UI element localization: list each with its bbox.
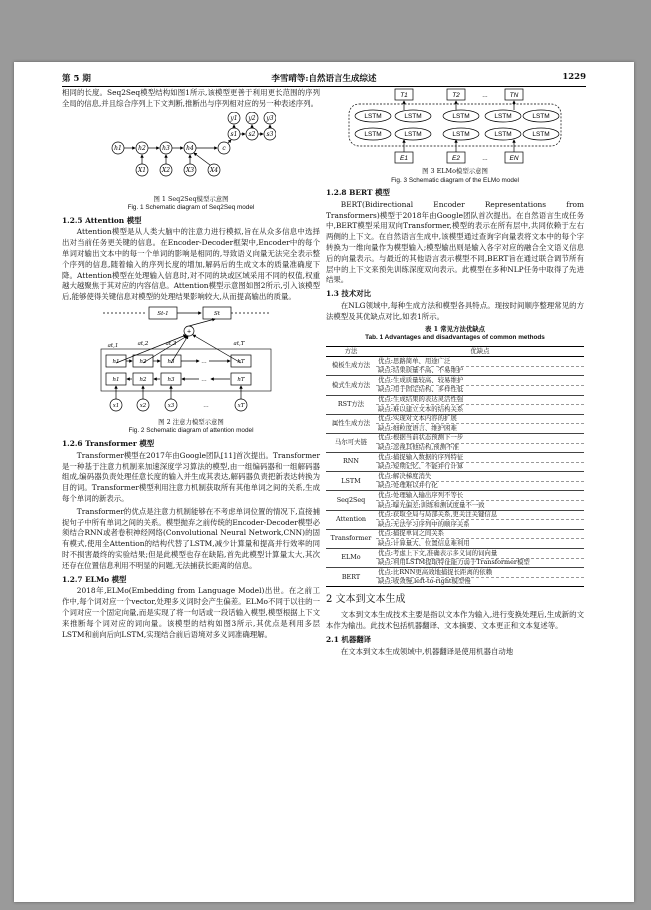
table-1-title: 表 1 常见方法优缺点 bbox=[424, 324, 486, 333]
svg-text:h1: h1 bbox=[112, 376, 120, 383]
svg-text:LSTM: LSTM bbox=[532, 113, 550, 120]
c-label: c bbox=[222, 144, 226, 152]
paragraph: Attention模型是从人类大脑中的注意力进行模拟,旨在从众多信息中选择出对当前任务更关键的信息。在Encoder-Decoder框架中,Encoder中的每个单词对输出文本中的每一个单词的影响是相同的,导致语义向量无法完全表示整个序列的信息,随着输入的序列长度的增加,解码后的生成文本的质量准确度下降。Attention模型在处理输入信息时,对不同的块或区域采用不同的权值,权重越大越聚焦于其对应的内容信息。Attention模型示意图如图2所示,引入该模型后,能够使得关键信息对模型的处理结果影响较大,从而提高输出的质量。 bbox=[62, 227, 320, 302]
svg-text:LSTM: LSTM bbox=[494, 131, 512, 138]
section-heading: 1.2.7 ELMo 模型 bbox=[62, 574, 127, 584]
svg-text:hT: hT bbox=[237, 376, 245, 383]
disadvantage-cell: 缺点:难以建立文本的结构关系 bbox=[376, 405, 584, 415]
table-row bbox=[326, 510, 584, 520]
paragraph: 文本到文本生成技术主要是指以文本作为输入,进行变换处理后,生成新的文本作为输出。此技术包括机器翻译、文本摘要、文本更正和文本复述等。 bbox=[326, 610, 584, 630]
table-header-proscons: 优缺点 bbox=[376, 346, 584, 357]
y2-label: y2 bbox=[248, 114, 256, 122]
paragraph: 相同的长度。Seq2Seq模型结构如图1所示,该模型更善于利用更长范围的序列全局的信息,并且综合序列上下文判断,推断出与序列相对应的另一种表述序列。 bbox=[62, 88, 320, 108]
x2-label: x2 bbox=[139, 402, 147, 409]
hT-label: hT bbox=[237, 358, 245, 365]
table-row bbox=[326, 453, 584, 463]
h2-label: h2 bbox=[139, 358, 147, 365]
table-row bbox=[326, 529, 584, 539]
figure-3-caption-en: Fig. 3 Schematic diagram of the ELMo model bbox=[391, 176, 519, 184]
method-cell: ELMo bbox=[326, 549, 376, 568]
section-heading: 1.3 技术对比 bbox=[326, 289, 371, 299]
advantage-cell: 优点:考虑上下文,准确表示多义词的词向量 bbox=[376, 549, 584, 559]
t1-label: T1 bbox=[400, 92, 408, 99]
advantage-cell: 优点:捕捉单词之间关系 bbox=[376, 529, 584, 539]
svg-text:+: + bbox=[186, 328, 192, 335]
method-cell: Seq2Seq bbox=[326, 491, 376, 510]
method-cell: LSTM bbox=[326, 472, 376, 491]
left-column bbox=[62, 88, 320, 642]
s-t-label: St bbox=[214, 310, 220, 317]
disadvantage-cell: 缺点:无法学习序列中的顺序关系 bbox=[376, 520, 584, 530]
advantage-cell: 优点:获取全局与局部关系,更关注关键信息 bbox=[376, 510, 584, 520]
table-row bbox=[326, 472, 584, 482]
table-1-title-en: Tab. 1 Advantages and disadvantages of common methods bbox=[365, 334, 545, 342]
x3-label: X3 bbox=[185, 166, 195, 174]
disadvantage-cell: 缺点:结果质量不高、不易维护 bbox=[376, 366, 584, 376]
e2-label: E2 bbox=[452, 155, 460, 162]
comparison-table bbox=[326, 346, 584, 588]
s2-label: s2 bbox=[248, 130, 256, 138]
right-column bbox=[326, 88, 584, 659]
s3-label: s3 bbox=[266, 130, 274, 138]
svg-text:h2: h2 bbox=[139, 376, 147, 383]
attention-figure bbox=[91, 305, 291, 417]
page bbox=[14, 62, 634, 902]
e1-label: E1 bbox=[400, 155, 408, 162]
svg-text:…: … bbox=[201, 376, 207, 383]
svg-text:…: … bbox=[203, 402, 209, 409]
x1-label: X1 bbox=[137, 166, 147, 174]
advantage-cell: 优点:处理输入输出序列不等长 bbox=[376, 491, 584, 501]
figure-1-caption: 图 1 Seq2Seq模型示意图 bbox=[153, 194, 229, 203]
svg-text:LSTM: LSTM bbox=[532, 131, 550, 138]
disadvantage-cell: 缺点:忽视其他结构,预测不准 bbox=[376, 443, 584, 453]
h4-label: h4 bbox=[186, 144, 194, 152]
table-row bbox=[326, 433, 584, 443]
h1-label: h1 bbox=[114, 144, 122, 152]
method-cell: 模板生成方法 bbox=[326, 357, 376, 376]
figure-2-caption: 图 2 注意力模型示意图 bbox=[158, 417, 224, 426]
x3-label: x3 bbox=[167, 402, 175, 409]
table-row bbox=[326, 549, 584, 559]
disadvantage-cell: 缺点:处理难以并行化 bbox=[376, 481, 584, 491]
table-header-method: 方法 bbox=[326, 346, 376, 357]
running-title: 李雪晴等:自然语言生成综述 bbox=[271, 74, 377, 84]
s1-label: s1 bbox=[230, 130, 238, 138]
paragraph: Transformer的优点是注意力机制能够在不考虑单词位置的情况下,直接捕捉句子中所有单词之间的关系。模型抛弃之前传统的Encoder-Decoder模型必须结合RNN或者卷积神经网络(Convolutional Neural Network,CNN)的固有模式,使用全Attention的结构代替了LSTM,减少计算量和提高并行效率的同时不损害最终的实验结果;但是此模型也存在缺陷,首先此模型计算量太大,其次还存在位置信息利用不明显的问题,无法捕获长距离的信息。 bbox=[62, 506, 320, 570]
advantage-cell: 优点:生成质量较高、较易维护 bbox=[376, 376, 584, 386]
e-dots: ... bbox=[482, 155, 488, 162]
figure-2-caption-en: Fig. 2 Schematic diagram of attention model bbox=[128, 427, 254, 435]
method-cell: RST方法 bbox=[326, 395, 376, 414]
table-row bbox=[326, 376, 584, 386]
aT-label: at,T bbox=[233, 340, 245, 347]
table-row bbox=[326, 395, 584, 405]
advantage-cell: 优点:生成结果的表达灵活性强 bbox=[376, 395, 584, 405]
y1-label: y1 bbox=[230, 114, 238, 122]
h2-label: h2 bbox=[138, 144, 146, 152]
table-row bbox=[326, 491, 584, 501]
method-cell: BERT bbox=[326, 568, 376, 587]
table-row bbox=[326, 568, 584, 578]
eN-label: EN bbox=[509, 155, 519, 162]
t2-label: T2 bbox=[452, 92, 460, 99]
disadvantage-cell: 缺点:细粒度语言、维护困难 bbox=[376, 424, 584, 434]
disadvantage-cell: 缺点:用于固定结构、多样性低 bbox=[376, 385, 584, 395]
method-cell: 模式生成方法 bbox=[326, 376, 376, 395]
svg-text:LSTM: LSTM bbox=[494, 113, 512, 120]
method-cell: RNN bbox=[326, 453, 376, 472]
elmo-figure bbox=[345, 88, 565, 166]
x2-label: X2 bbox=[161, 166, 171, 174]
h1-label: h1 bbox=[112, 358, 120, 365]
disadvantage-cell: 缺点:曝光偏差;训练和测试度量不一致 bbox=[376, 501, 584, 511]
seq2seq-figure bbox=[106, 112, 276, 194]
disadvantage-cell: 缺点:短期记忆、不能并行计算 bbox=[376, 462, 584, 472]
a3-label: at,3 bbox=[165, 340, 177, 347]
advantage-cell: 优点:实现对文本内容的扩展 bbox=[376, 414, 584, 424]
svg-text:LSTM: LSTM bbox=[404, 113, 422, 120]
method-cell: Transformer bbox=[326, 529, 376, 548]
paragraph: 在文本到文本生成领域中,机器翻译是使用机器自动地 bbox=[340, 646, 514, 656]
h3-label: h3 bbox=[162, 144, 170, 152]
method-cell: 马尔可夫链 bbox=[326, 433, 376, 452]
paragraph: BERT(Bidirectional Encoder Representations from Transformers)模型于2018年由Google团队首次提出。在自然语言生成任务中,BERT模型采用双向Transformer,模型的表示在所有层中,共同依赖于左右两侧的上下文。在自然语言生成中,该模型通过查询字向量表将文本中的每个字转换为一维向量作为模型输入;模型输出则是输入各字对应的融合全文语义信息后的向量表示。与最近的其他语言表示模型不同,BERT旨在通过联合调节所有层中的上下文来预先训练深度双向表示。此模型在多种NLP任务中取得了先进结果。 bbox=[326, 199, 584, 285]
lstm-label: LSTM bbox=[364, 113, 382, 120]
section-2-heading: 2 文本到文本生成 bbox=[326, 594, 406, 606]
svg-text:…: … bbox=[201, 358, 207, 365]
page-number: 1229 bbox=[562, 72, 586, 82]
disadvantage-cell: 缺点:收敛慢,left-to-right模型慢 bbox=[376, 577, 584, 587]
x1-label: x1 bbox=[112, 402, 120, 409]
svg-text:h3: h3 bbox=[167, 376, 175, 383]
section-heading: 2.1 机器翻译 bbox=[326, 634, 371, 644]
a2-label: at,2 bbox=[137, 340, 149, 347]
s-prev-label: St-1 bbox=[157, 310, 169, 317]
running-header bbox=[62, 72, 586, 87]
tN-label: TN bbox=[509, 92, 519, 99]
advantage-cell: 优点:根据当前状态预测下一步 bbox=[376, 433, 584, 443]
advantage-cell: 优点:比RNN更高效地捕捉长距离的依赖 bbox=[376, 568, 584, 578]
paragraph: 在NLG领域中,每种生成方法和模型各具特点。现按时间顺序整理常见的方法模型及其优缺点对比,如表1所示。 bbox=[326, 300, 584, 321]
section-heading: 1.2.5 Attention 模型 bbox=[62, 215, 142, 225]
svg-text:LSTM: LSTM bbox=[452, 131, 470, 138]
x4-label: X4 bbox=[209, 166, 219, 174]
t-dots: ... bbox=[482, 92, 488, 99]
figure-3-caption: 图 3 ELMo模型示意图 bbox=[422, 167, 488, 175]
method-cell: 属性生成方法 bbox=[326, 414, 376, 433]
y3-label: y3 bbox=[266, 114, 274, 122]
svg-text:LSTM: LSTM bbox=[364, 131, 382, 138]
table-row bbox=[326, 357, 584, 367]
advantage-cell: 优点:思路简单、用途广泛 bbox=[376, 357, 584, 367]
issue-number: 第 5 期 bbox=[62, 74, 91, 84]
paragraph: Transformer模型在2017年由Google团队[11]首次提出。Transformer是一种基于注意力机制来加速深度学习算法的模型,由一组编码器和一组解码器组成,编码器负责处理任意长度的输入并生成其表达,解码器负责把新表达转换为目的词。Transformer模型利用注意力机制获取所有其他单词之间的关系,生成每个单词的新表示。 bbox=[62, 450, 320, 503]
a1-label: at,1 bbox=[107, 342, 119, 349]
svg-text:LSTM: LSTM bbox=[404, 131, 422, 138]
disadvantage-cell: 缺点:利用LSTM提取特征能力弱于Transformer模型 bbox=[376, 558, 584, 568]
section-heading: 1.2.8 BERT 模型 bbox=[326, 188, 390, 197]
disadvantage-cell: 缺点:计算量大、位置信息难利用 bbox=[376, 539, 584, 549]
advantage-cell: 优点:捕捉输入数据的序列特征 bbox=[376, 453, 584, 463]
section-heading: 1.2.6 Transformer 模型 bbox=[62, 438, 155, 448]
table-row bbox=[326, 414, 584, 424]
svg-text:LSTM: LSTM bbox=[452, 113, 470, 120]
h3-label: h3 bbox=[167, 358, 175, 365]
xT-label: xT bbox=[237, 402, 245, 409]
advantage-cell: 优点:解决梯度消失 bbox=[376, 472, 584, 482]
paragraph: 2018年,ELMo(Embedding from Language Model)出世。在之前工作中,每个词对应一个vector,处理多义词时会产生偏差。ELMo不同于以往的一个词对应一个固定向量,而是实现了将一句话或一段话输入模型,模型根据上下文来推断每个词对应的词向量。该模型的结构如图3所示,其优点是利用多层LSTM和前向后向LSTM,实现结合前后语境对多义词准确理解。 bbox=[62, 586, 320, 639]
method-cell: Attention bbox=[326, 510, 376, 529]
figure-1-caption-en: Fig. 1 Schematic diagram of Seq2Seq model bbox=[127, 204, 255, 212]
